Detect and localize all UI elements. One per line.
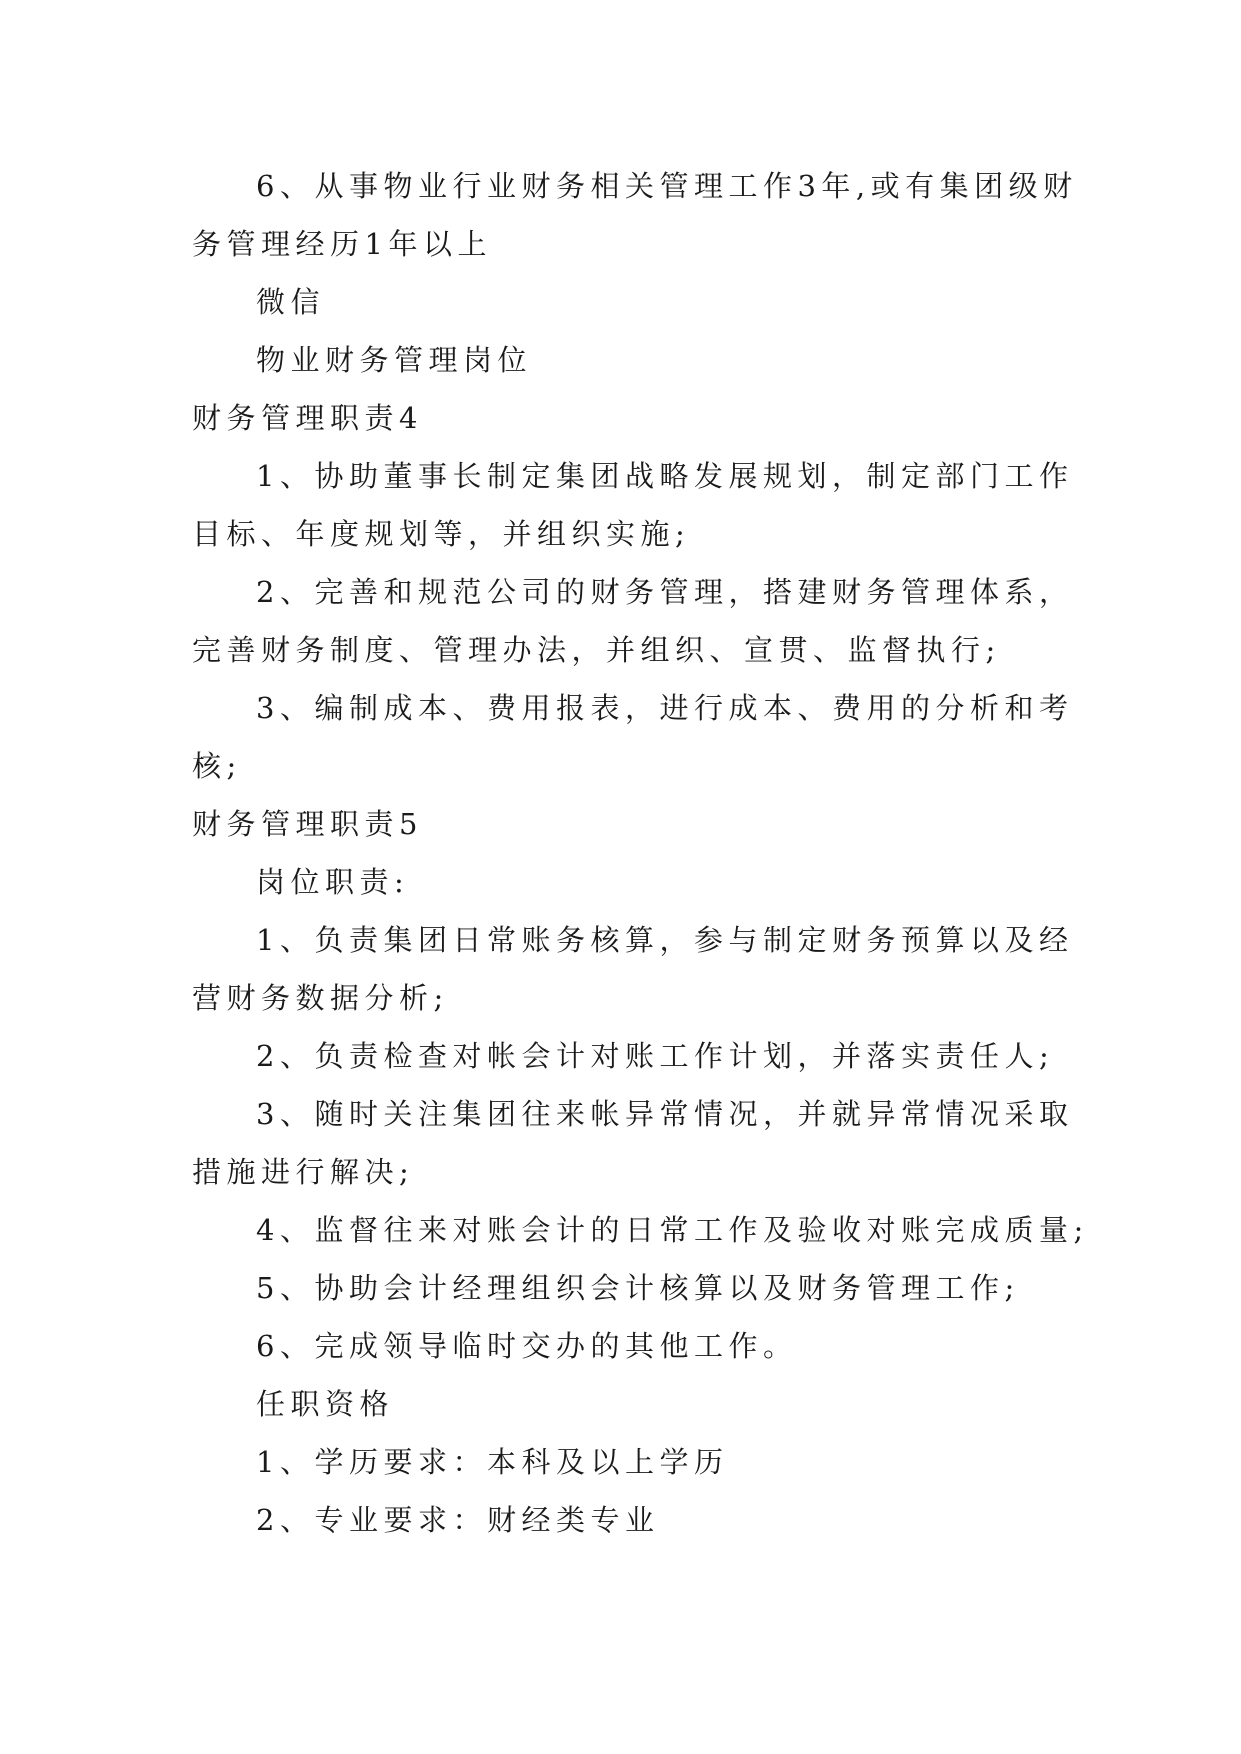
body-line: 措施进行解决;: [192, 1155, 415, 1189]
section-heading: 财务管理职责5: [192, 807, 423, 841]
body-line: 目标、年度规划等，并组织实施;: [192, 517, 691, 551]
body-line: 4、监督往来对账会计的日常工作及验收对账完成质量;: [256, 1213, 1089, 1247]
body-line: 3、编制成本、费用报表，进行成本、费用的分析和考: [256, 691, 1074, 725]
body-line: 完善财务制度、管理办法，并组织、宣贯、监督执行;: [192, 633, 1001, 667]
body-line: 2、负责检查对帐会计对账工作计划，并落实责任人;: [256, 1039, 1055, 1073]
document-body: [192, 157, 1089, 1549]
section-subtitle: 物业财务管理岗位: [256, 343, 533, 377]
body-line: 营财务数据分析;: [192, 981, 449, 1015]
section-heading: 财务管理职责4: [192, 401, 423, 435]
subsection-heading: 任职资格: [256, 1387, 395, 1421]
body-line: 2、专业要求：财经类专业: [256, 1503, 660, 1537]
body-line: 6、从事物业行业财务相关管理工作3年,或有集团级财: [256, 169, 1078, 203]
body-line: 5、协助会计经理组织会计核算以及财务管理工作;: [256, 1271, 1020, 1305]
body-line: 微信: [256, 285, 326, 319]
body-line: 1、协助董事长制定集团战略发展规划，制定部门工作: [256, 459, 1074, 493]
body-line: 1、负责集团日常账务核算，参与制定财务预算以及经: [256, 923, 1074, 957]
subsection-heading: 岗位职责:: [256, 865, 410, 899]
body-line: 务管理经历1年以上: [192, 227, 492, 261]
body-line: 3、随时关注集团往来帐异常情况，并就异常情况采取: [256, 1097, 1074, 1131]
body-line: 核;: [192, 749, 242, 783]
body-line: 1、学历要求：本科及以上学历: [256, 1445, 729, 1479]
body-line: 2、完善和规范公司的财务管理，搭建财务管理体系，: [256, 575, 1074, 609]
body-line: 6、完成领导临时交办的其他工作。: [256, 1329, 798, 1363]
